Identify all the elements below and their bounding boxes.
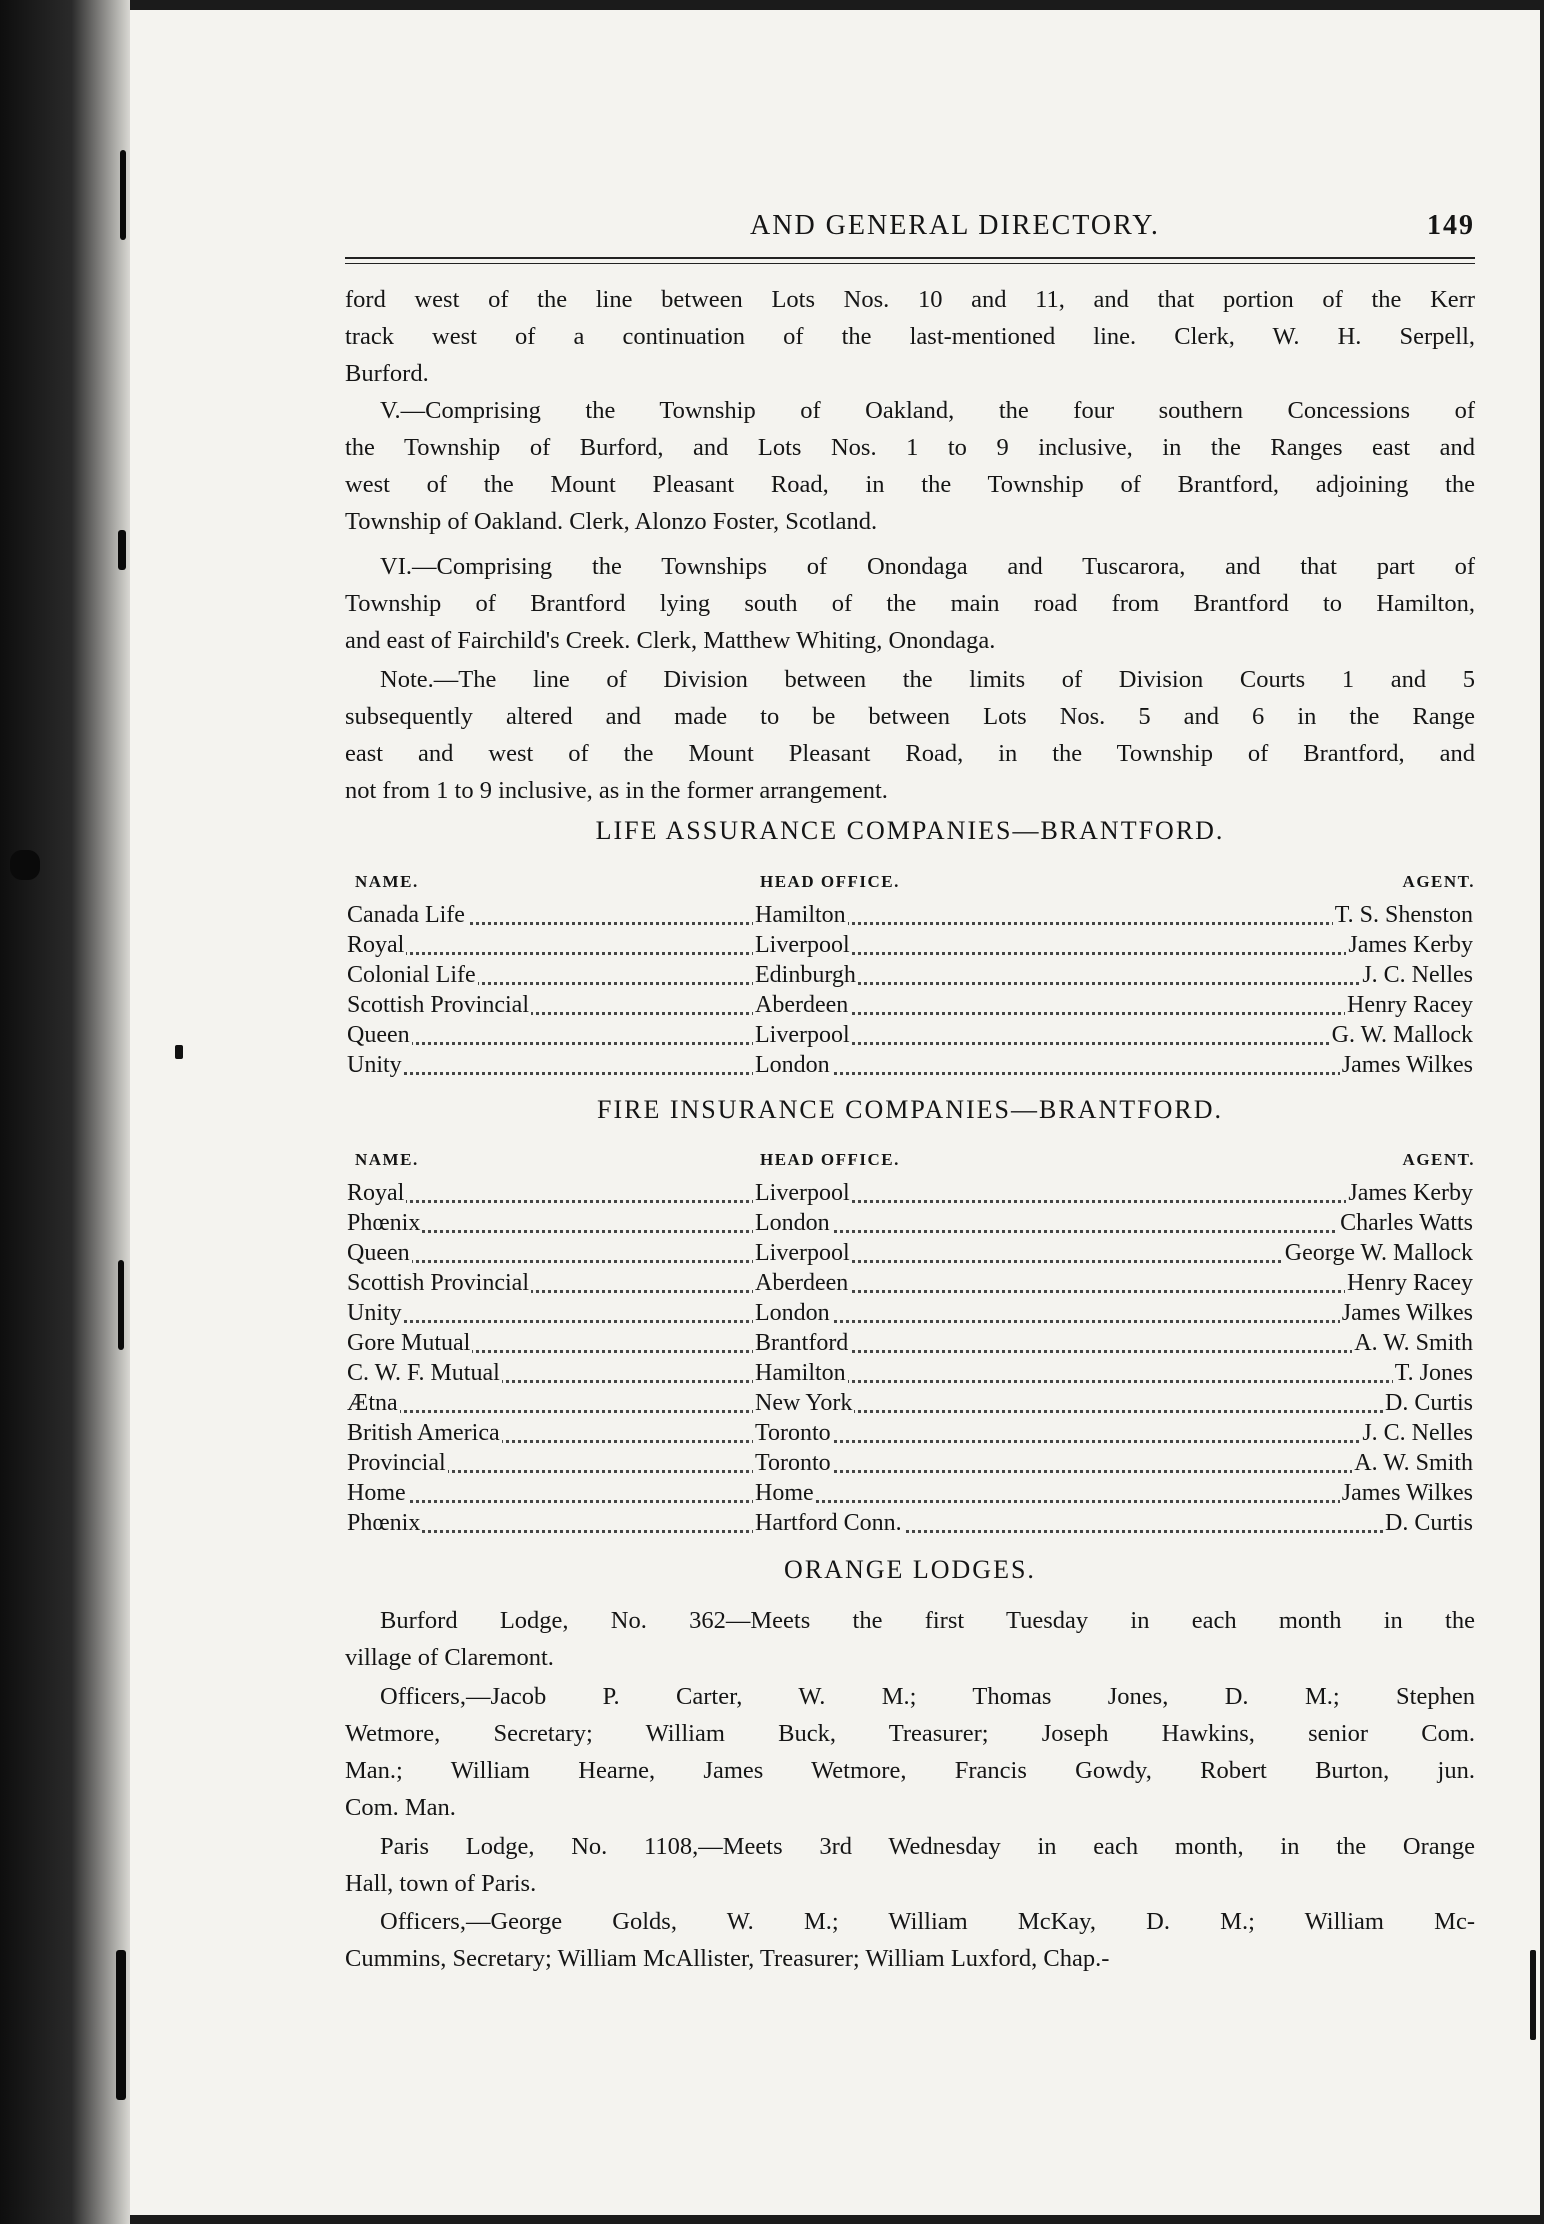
orange-section-title: ORANGE LODGES. <box>784 1555 1036 1584</box>
life-row <box>345 990 1475 1020</box>
text-line: Officers,—George Golds, W. M.; William McKay, D. M.; William Mc- <box>380 1908 1475 1935</box>
company-name: Canada Life <box>347 902 465 928</box>
paragraph-division-vi <box>345 548 1475 659</box>
head-office: Home <box>755 1480 814 1506</box>
text-line: subsequently altered and made to be between Lots Nos. 5 and 6 in the Range <box>345 703 1475 730</box>
ink-spot <box>175 1045 183 1059</box>
leader-dots <box>375 1298 755 1323</box>
fire-row <box>345 1268 1475 1298</box>
text-line: Burford. <box>345 360 429 387</box>
head-office: Liverpool <box>755 1022 850 1048</box>
head-office: Liverpool <box>755 932 850 958</box>
head-office: Aberdeen <box>755 1270 849 1296</box>
company-name: Ætna <box>347 1390 398 1416</box>
fire-table-header <box>345 1150 1475 1174</box>
company-name: Unity <box>347 1052 402 1078</box>
column-header-name: NAME. <box>355 872 419 891</box>
head-office: Hamilton <box>755 902 846 928</box>
agent-name: George W. Mallock <box>1284 1240 1473 1266</box>
edge-mark <box>1530 1950 1536 2040</box>
company-name: Provincial <box>347 1450 446 1476</box>
head-office: Toronto <box>755 1450 831 1476</box>
text-line: Paris Lodge, No. 1108,—Meets 3rd Wednesday in each month, in the Orange <box>380 1833 1475 1860</box>
agent-name: Charles Watts <box>1340 1210 1473 1236</box>
head-office: Hartford Conn. <box>755 1510 902 1536</box>
agent-name: A. W. Smith <box>1354 1450 1473 1476</box>
agent-name: J. C. Nelles <box>1362 1420 1473 1446</box>
text-line: Com. Man. <box>345 1794 456 1821</box>
text-line: east and west of the Mount Pleasant Road, in the Township of Brantford, and <box>345 740 1475 767</box>
column-header-name: NAME. <box>355 1150 419 1169</box>
company-name: Scottish Provincial <box>347 1270 529 1296</box>
fire-row <box>345 1448 1475 1478</box>
life-row <box>345 930 1475 960</box>
text-line: Township of Oakland. Clerk, Alonzo Foster, Scotland. <box>345 508 878 535</box>
leader-dots <box>375 1508 755 1533</box>
leader-dots <box>375 1050 755 1075</box>
life-section-title: LIFE ASSURANCE COMPANIES—BRANTFORD. <box>595 816 1225 845</box>
company-name: C. W. F. Mutual <box>347 1360 500 1386</box>
text-line: Cummins, Secretary; William McAllister, Treasurer; William Luxford, Chap.- <box>345 1945 1110 1972</box>
column-header-office: HEAD OFFICE. <box>760 872 900 891</box>
company-name: Royal <box>347 1180 405 1206</box>
agent-name: D. Curtis <box>1384 1510 1473 1536</box>
fire-row <box>345 1328 1475 1358</box>
head-office: Hamilton <box>755 1360 846 1386</box>
leader-dots <box>785 1358 1445 1383</box>
text-line: west of the Mount Pleasant Road, in the Township of Brantford, adjoining the <box>345 471 1475 498</box>
column-header-office: HEAD OFFICE. <box>760 1150 900 1169</box>
agent-name: A. W. Smith <box>1354 1330 1473 1356</box>
leader-dots <box>785 1388 1445 1413</box>
leader-dots <box>375 1478 755 1503</box>
running-head-title: AND GENERAL DIRECTORY. <box>750 210 1160 241</box>
paragraph-division-v <box>345 392 1475 540</box>
leader-dots <box>375 1208 755 1233</box>
leader-dots <box>375 1388 755 1413</box>
fire-row <box>345 1178 1475 1208</box>
head-office: Liverpool <box>755 1240 850 1266</box>
book-spine-shadow <box>0 0 130 2224</box>
text-line: Wetmore, Secretary; William Buck, Treasurer; Joseph Hawkins, senior Com. <box>345 1720 1475 1747</box>
text-line: V.—Comprising the Township of Oakland, the four southern Concessions of <box>380 397 1475 424</box>
company-name: Gore Mutual <box>347 1330 471 1356</box>
text-line: VI.—Comprising the Townships of Onondaga and Tuscarora, and that part of <box>380 553 1475 580</box>
text-line: and east of Fairchild's Creek. Clerk, Matthew Whiting, Onondaga. <box>345 627 996 654</box>
fire-row <box>345 1388 1475 1418</box>
agent-name: T. Jones <box>1394 1360 1473 1386</box>
company-name: Colonial Life <box>347 962 476 988</box>
binding-mark <box>118 530 126 570</box>
paragraph-ford-west <box>345 281 1475 392</box>
fire-row <box>345 1478 1475 1508</box>
agent-name: G. W. Mallock <box>1331 1022 1473 1048</box>
company-name: Phœnix <box>347 1510 421 1536</box>
text-line: Note.—The line of Division between the limits of Division Courts 1 and 5 <box>380 666 1475 693</box>
fire-row <box>345 1418 1475 1448</box>
agent-name: James Kerby <box>1348 1180 1473 1206</box>
fire-row <box>345 1358 1475 1388</box>
running-head <box>345 210 1475 250</box>
fire-row <box>345 1508 1475 1538</box>
leader-dots <box>375 1238 755 1263</box>
life-row <box>345 960 1475 990</box>
paragraph-note <box>345 661 1475 809</box>
agent-name: James Wilkes <box>1341 1480 1473 1506</box>
company-name: Phœnix <box>347 1210 421 1236</box>
life-row <box>345 1050 1475 1080</box>
agent-name: James Kerby <box>1348 932 1473 958</box>
head-office: Liverpool <box>755 1180 850 1206</box>
fire-section-title: FIRE INSURANCE COMPANIES—BRANTFORD. <box>597 1095 1223 1124</box>
text-line: Hall, town of Paris. <box>345 1870 537 1897</box>
paragraph-burford-lodge <box>345 1602 1475 1676</box>
header-rule <box>345 257 1475 259</box>
head-office: Toronto <box>755 1420 831 1446</box>
text-line: track west of a continuation of the last-mentioned line. Clerk, W. H. Serpell, <box>345 323 1475 350</box>
leader-dots <box>785 1418 1445 1443</box>
agent-name: James Wilkes <box>1341 1052 1473 1078</box>
agent-name: Henry Racey <box>1347 1270 1473 1296</box>
text-line: not from 1 to 9 inclusive, as in the former arrangement. <box>345 777 888 804</box>
leader-dots <box>785 1328 1445 1353</box>
fire-row <box>345 1238 1475 1268</box>
paragraph-paris-officers <box>345 1903 1475 1977</box>
leader-dots <box>785 960 1445 985</box>
head-office: London <box>755 1052 830 1078</box>
text-line: Burford Lodge, No. 362—Meets the first Tuesday in each month in the <box>380 1607 1475 1634</box>
head-office: New York <box>755 1390 853 1416</box>
column-header-agent: AGENT. <box>1402 1150 1475 1169</box>
company-name: Scottish Provincial <box>347 992 529 1018</box>
company-name: Unity <box>347 1300 402 1326</box>
page-number: 149 <box>1427 210 1475 241</box>
company-name: Queen <box>347 1240 410 1266</box>
agent-name: T. S. Shenston <box>1334 902 1473 928</box>
binding-mark <box>120 150 126 240</box>
life-row <box>345 900 1475 930</box>
leader-dots <box>375 1178 755 1203</box>
binding-mark <box>116 1950 126 2100</box>
fire-row <box>345 1208 1475 1238</box>
paragraph-burford-officers <box>345 1678 1475 1826</box>
header-rule-thin <box>345 263 1475 264</box>
text-line: Officers,—Jacob P. Carter, W. M.; Thomas Jones, D. M.; Stephen <box>380 1683 1475 1710</box>
life-row <box>345 1020 1475 1050</box>
head-office: Brantford <box>755 1330 849 1356</box>
text-line: Man.; William Hearne, James Wetmore, Francis Gowdy, Robert Burton, jun. <box>345 1757 1475 1784</box>
company-name: Queen <box>347 1022 410 1048</box>
binding-mark <box>10 850 40 880</box>
paragraph-paris-lodge <box>345 1828 1475 1902</box>
company-name: Home <box>347 1480 406 1506</box>
head-office: Aberdeen <box>755 992 849 1018</box>
head-office: London <box>755 1300 830 1326</box>
head-office: Edinburgh <box>755 962 856 988</box>
agent-name: Henry Racey <box>1347 992 1473 1018</box>
agent-name: J. C. Nelles <box>1362 962 1473 988</box>
leader-dots <box>375 930 755 955</box>
leader-dots <box>375 1020 755 1045</box>
company-name: British America <box>347 1420 500 1446</box>
column-header-agent: AGENT. <box>1402 872 1475 891</box>
text-line: Township of Brantford lying south of the main road from Brantford to Hamilton, <box>345 590 1475 617</box>
company-name: Royal <box>347 932 405 958</box>
binding-mark <box>118 1260 124 1350</box>
fire-row <box>345 1298 1475 1328</box>
agent-name: D. Curtis <box>1384 1390 1473 1416</box>
head-office: London <box>755 1210 830 1236</box>
life-table-header <box>345 872 1475 896</box>
text-line: the Township of Burford, and Lots Nos. 1 to 9 inclusive, in the Ranges east and <box>345 434 1475 461</box>
leader-dots <box>785 1448 1445 1473</box>
book-page <box>130 10 1540 2215</box>
agent-name: James Wilkes <box>1341 1300 1473 1326</box>
text-line: ford west of the line between Lots Nos. 10 and 11, and that portion of the Kerr <box>345 286 1475 313</box>
text-line: village of Claremont. <box>345 1644 554 1671</box>
